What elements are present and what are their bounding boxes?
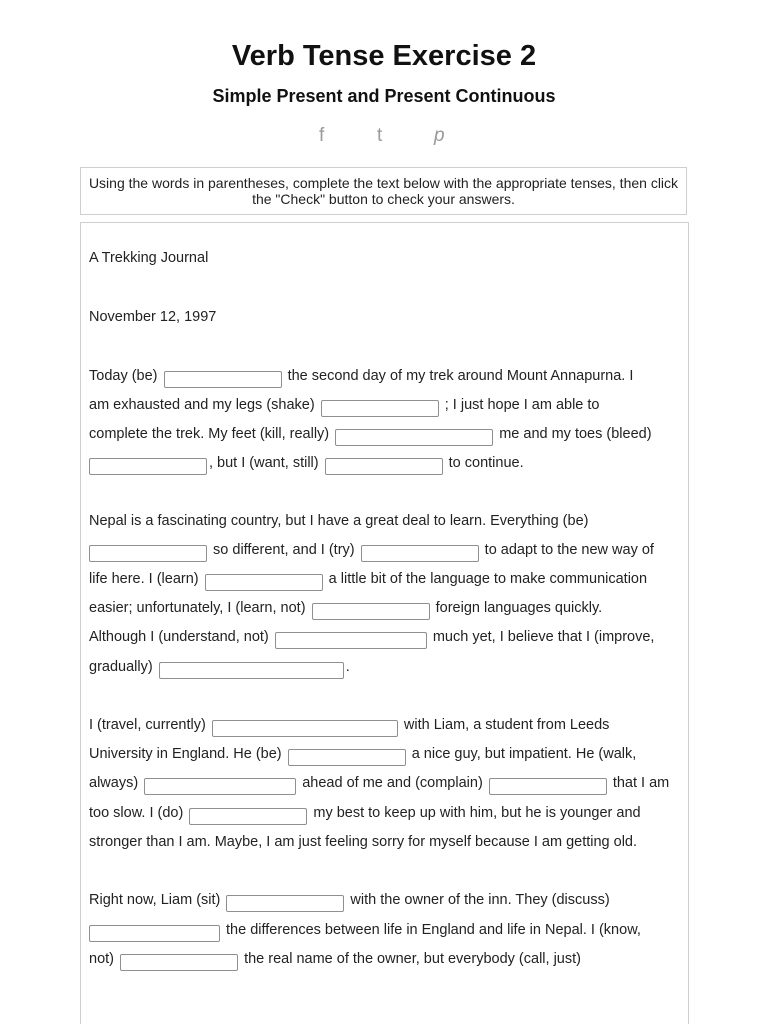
journal-date: November 12, 1997 xyxy=(89,309,217,325)
twitter-icon[interactable]: t xyxy=(377,125,383,146)
text-fragment: not) xyxy=(89,951,114,967)
answer-input-walk-always[interactable] xyxy=(144,778,296,795)
text-fragment: life here. I (learn) xyxy=(89,571,199,587)
text-fragment: ; I just hope I am able to xyxy=(444,397,600,413)
pinterest-icon[interactable]: p xyxy=(434,125,445,146)
paragraph-4-line-3 xyxy=(89,949,581,971)
text-fragment: too slow. I (do) xyxy=(89,805,184,821)
answer-input-complain[interactable] xyxy=(489,778,607,795)
text-fragment: a nice guy, but impatient. He (walk, xyxy=(411,746,637,762)
answer-input-bleed[interactable] xyxy=(89,458,207,475)
paragraph-4-line-1 xyxy=(89,890,610,912)
facebook-icon[interactable]: f xyxy=(319,125,325,146)
text-fragment: University in England. He (be) xyxy=(89,746,282,762)
text-fragment: Right now, Liam (sit) xyxy=(89,892,221,908)
text-fragment: much yet, I believe that I (improve, xyxy=(432,629,655,645)
text-fragment: with Liam, a student from Leeds xyxy=(403,717,610,733)
answer-input-be-2[interactable] xyxy=(89,545,207,562)
answer-input-want-still[interactable] xyxy=(325,458,443,475)
answer-input-understand-not[interactable] xyxy=(275,632,427,649)
paragraph-3-line-3 xyxy=(89,773,669,795)
paragraph-3-line-2 xyxy=(89,744,636,766)
answer-input-do[interactable] xyxy=(189,808,307,825)
text-fragment: Although I (understand, not) xyxy=(89,629,269,645)
journal-heading: A Trekking Journal xyxy=(89,250,209,266)
answer-input-discuss[interactable] xyxy=(89,925,220,942)
paragraph-2-line-4 xyxy=(89,598,602,620)
answer-input-improve-gradually[interactable] xyxy=(159,662,344,679)
text-fragment: gradually) xyxy=(89,659,153,675)
paragraph-1-line-2 xyxy=(89,395,600,417)
text-fragment: . xyxy=(345,659,350,675)
paragraph-2-line-5 xyxy=(89,627,654,649)
text-fragment: that I am xyxy=(612,775,670,791)
social-share-bar xyxy=(0,125,768,149)
answer-input-travel-currently[interactable] xyxy=(212,720,398,737)
paragraph-3-line-5: stronger than I am. Maybe, I am just feeling sorry for myself because I am getting old. xyxy=(89,834,638,850)
page-subtitle: Simple Present and Present Continuous xyxy=(212,86,556,106)
text-fragment: the second day of my trek around Mount Annapurna. I xyxy=(287,368,634,384)
paragraph-2-line-3 xyxy=(89,569,647,591)
paragraph-4-line-2 xyxy=(89,920,641,942)
answer-input-try[interactable] xyxy=(361,545,479,562)
text-fragment: I (travel, currently) xyxy=(89,717,206,733)
paragraph-3-line-4 xyxy=(89,803,641,825)
text-fragment: the real name of the owner, but everybody (call, just) xyxy=(244,951,581,967)
text-fragment: ahead of me and (complain) xyxy=(302,775,483,791)
text-fragment: with the owner of the inn. They (discuss) xyxy=(350,892,610,908)
paragraph-1-line-4 xyxy=(89,453,524,475)
answer-input-kill-really[interactable] xyxy=(335,429,493,446)
text-fragment: to continue. xyxy=(448,455,524,471)
text-fragment: , but I (want, still) xyxy=(209,455,319,471)
text-fragment: the differences between life in England and life in Nepal. I (know, xyxy=(226,922,641,938)
answer-input-learn-not[interactable] xyxy=(312,603,430,620)
answer-input-learn[interactable] xyxy=(205,574,323,591)
text-fragment: my best to keep up with him, but he is younger and xyxy=(313,805,641,821)
text-fragment: complete the trek. My feet (kill, really) xyxy=(89,426,330,442)
answer-input-be-1[interactable] xyxy=(164,371,282,388)
answer-input-be-3[interactable] xyxy=(288,749,406,766)
text-fragment: easier; unfortunately, I (learn, not) xyxy=(89,600,306,616)
paragraph-2-line-1: Nepal is a fascinating country, but I have a great deal to learn. Everything (be) xyxy=(89,513,589,529)
paragraph-1-line-3 xyxy=(89,424,652,446)
text-fragment: a little bit of the language to make communication xyxy=(328,571,648,587)
answer-input-sit[interactable] xyxy=(226,895,344,912)
instructions-box: Using the words in parentheses, complete the text below with the appropriate tenses, then click the "Check" button to check your answers. xyxy=(80,167,687,215)
paragraph-2-line-6 xyxy=(89,657,350,679)
text-fragment: foreign languages quickly. xyxy=(435,600,603,616)
text-fragment: so different, and I (try) xyxy=(213,542,355,558)
text-fragment: me and my toes (bleed) xyxy=(499,426,652,442)
paragraph-2-line-2 xyxy=(89,540,654,562)
paragraph-3-line-1 xyxy=(89,715,609,737)
text-fragment: to adapt to the new way of xyxy=(484,542,654,558)
answer-input-know-not[interactable] xyxy=(120,954,238,971)
answer-input-shake[interactable] xyxy=(321,400,439,417)
text-fragment: am exhausted and my legs (shake) xyxy=(89,397,315,413)
paragraph-1-line-1 xyxy=(89,366,633,388)
text-fragment: Today (be) xyxy=(89,368,158,384)
page-title: Verb Tense Exercise 2 xyxy=(231,40,537,72)
text-fragment: always) xyxy=(89,775,139,791)
